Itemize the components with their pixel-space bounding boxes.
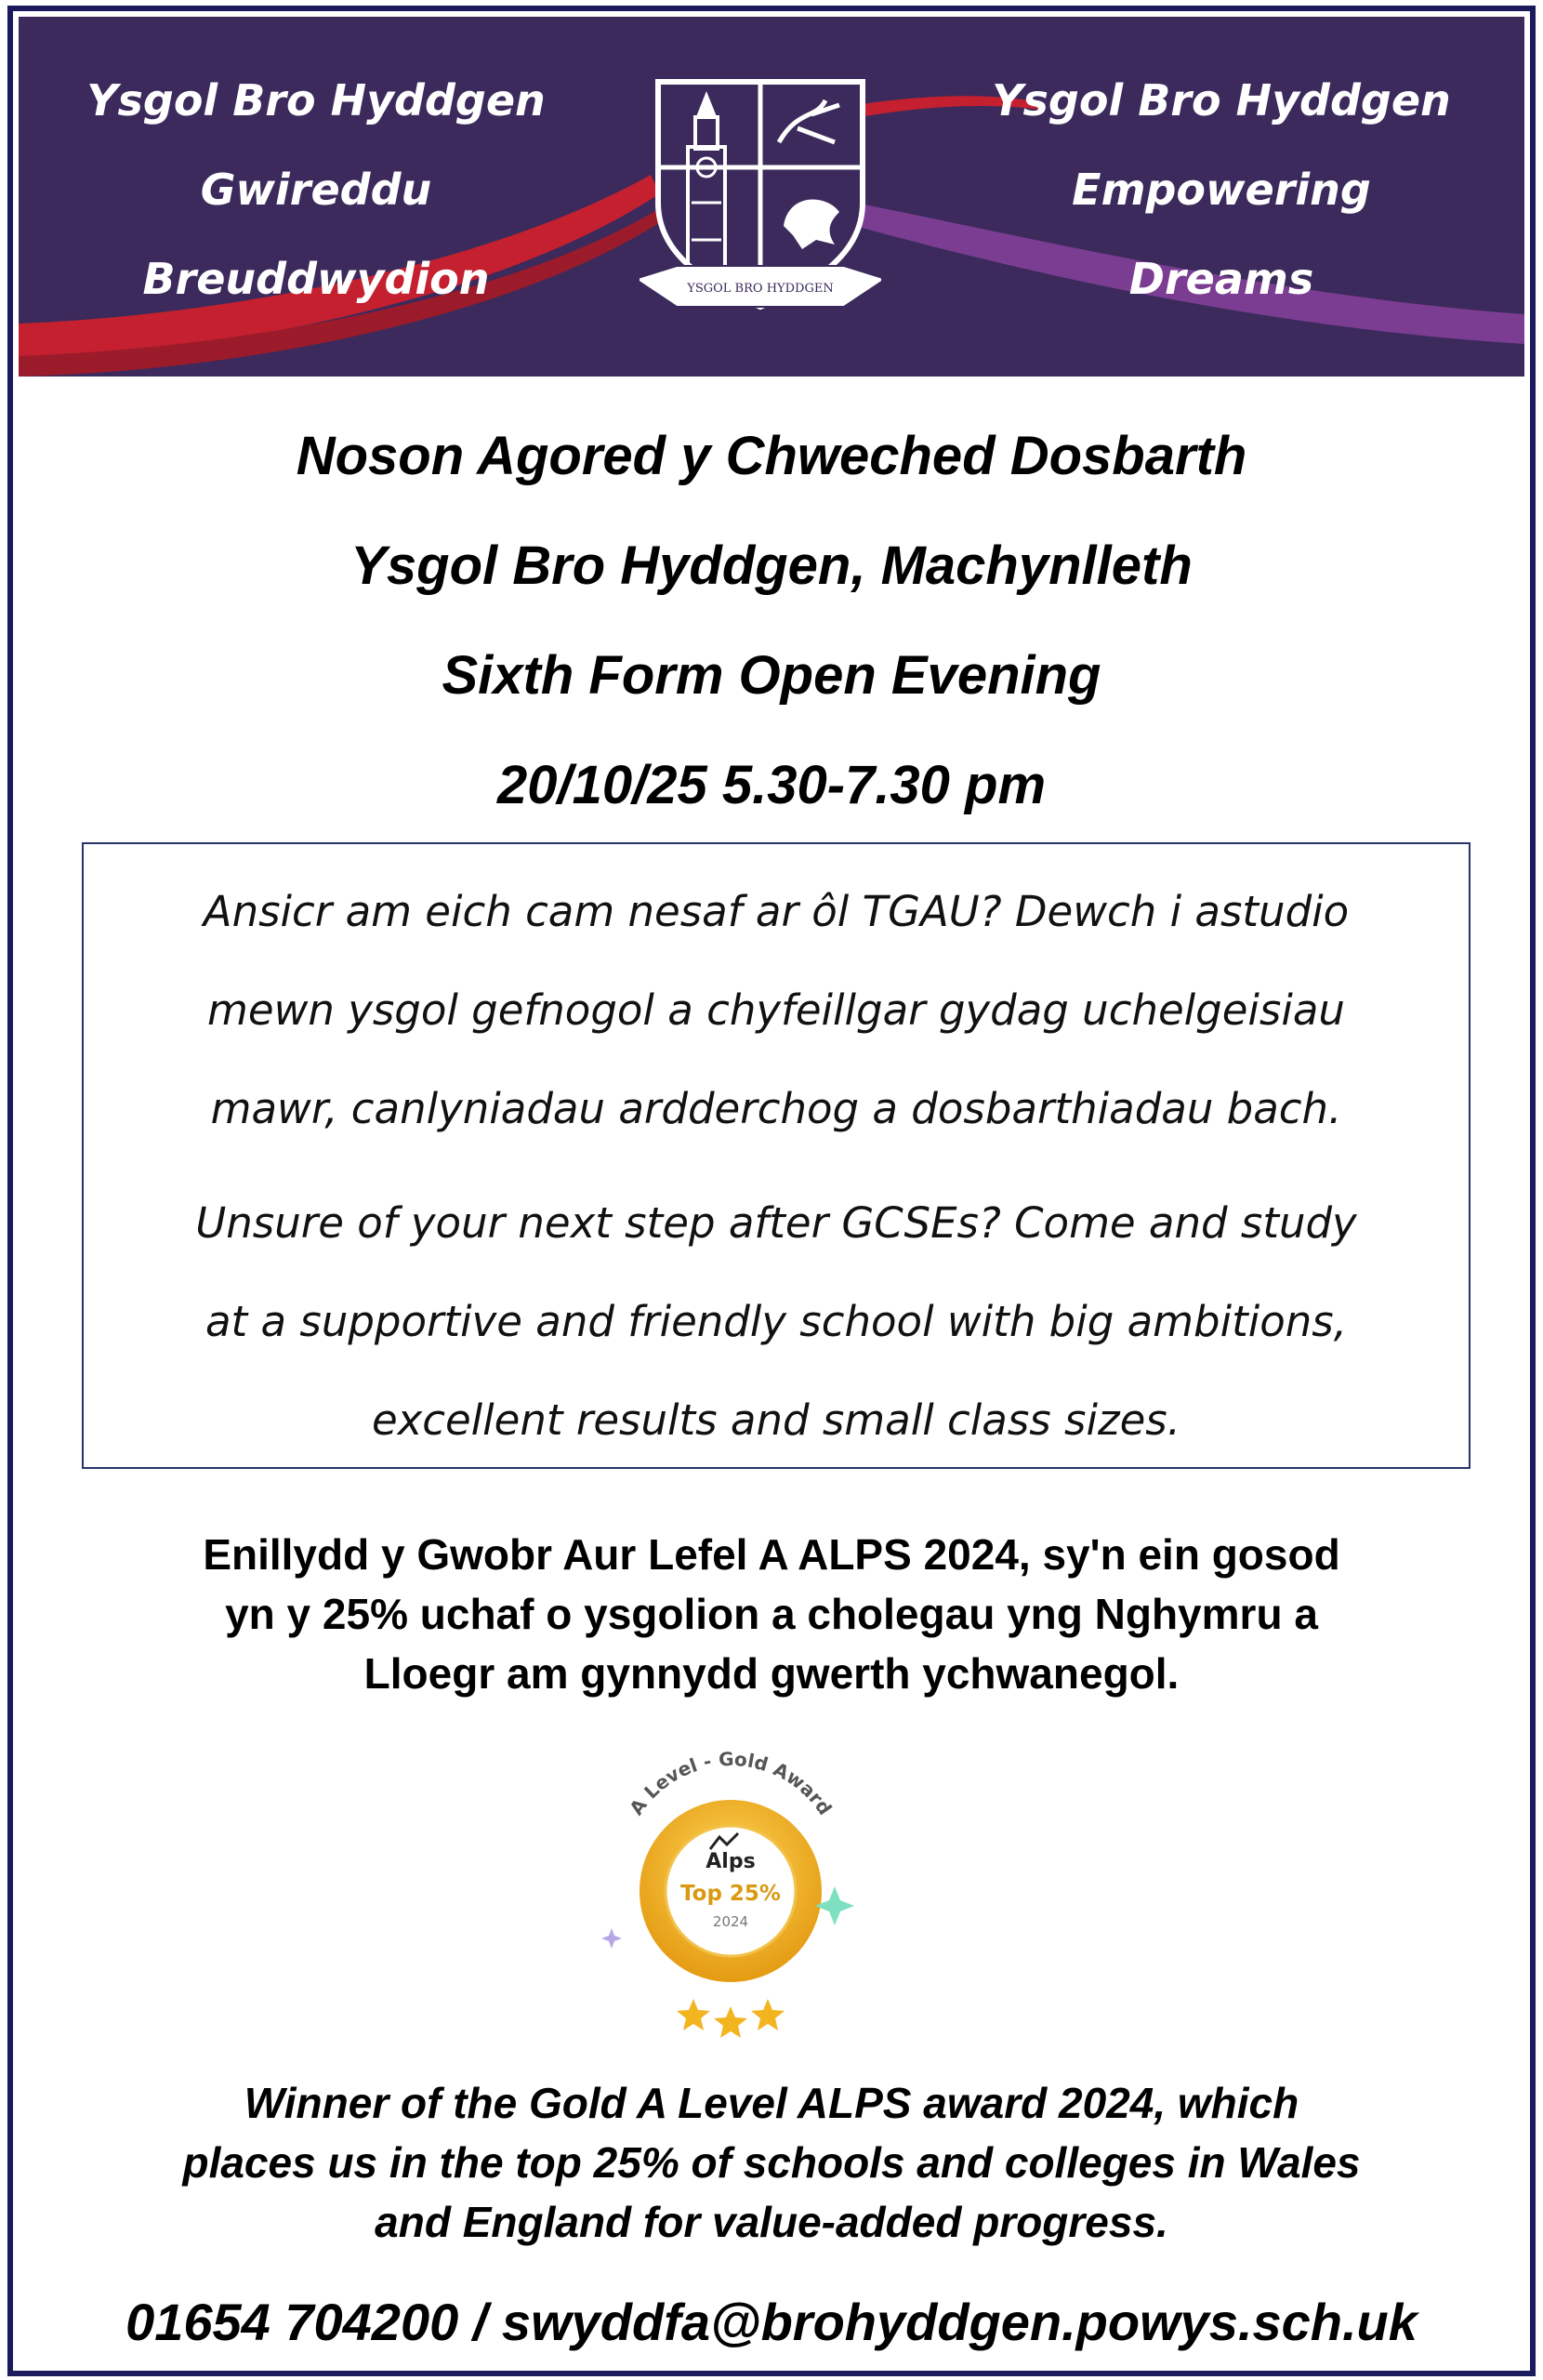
intro-line: Unsure of your next step after GCSEs? Come and study bbox=[195, 1198, 1357, 1248]
badge-rank: Top 25% bbox=[680, 1882, 781, 1906]
banner-right-line: Empowering bbox=[1072, 165, 1371, 215]
intro-text-box bbox=[82, 842, 1470, 1469]
award-line: Enillydd y Gwobr Aur Lefel A ALPS 2024, sy'n ein gosod bbox=[203, 1530, 1340, 1579]
intro-line: mewn ysgol gefnogol a chyfeillgar gydag uchelgeisiau bbox=[207, 985, 1345, 1035]
heading-welsh-event: Noson Agored y Chweched Dosbarth bbox=[296, 426, 1247, 486]
intro-line: excellent results and small class sizes. bbox=[371, 1395, 1181, 1445]
star-icon bbox=[714, 2006, 747, 2038]
award-line: Winner of the Gold A Level ALPS award 2024, which bbox=[244, 2079, 1299, 2127]
badge-arc-text: A Level - Gold Award bbox=[625, 1747, 837, 1819]
banner-left-line: Ysgol Bro Hyddgen bbox=[86, 75, 546, 126]
intro-welsh-paragraph bbox=[84, 863, 1469, 1158]
intro-line: mawr, canlyniadau ardderchog a dosbarthiadau bach. bbox=[210, 1084, 1342, 1133]
intro-line: at a supportive and friendly school with big ambitions, bbox=[204, 1297, 1348, 1346]
heading-school-location: Ysgol Bro Hyddgen, Machynlleth bbox=[350, 536, 1193, 596]
award-line: Lloegr am gynnydd gwerth ychwanegol. bbox=[363, 1649, 1180, 1698]
banner-motto-english bbox=[961, 56, 1482, 324]
school-banner bbox=[19, 17, 1524, 377]
banner-motto-welsh bbox=[56, 56, 576, 324]
school-crest-logo bbox=[640, 63, 881, 314]
badge-brand: Alps bbox=[706, 1850, 756, 1873]
event-headings bbox=[13, 402, 1530, 840]
star-icon bbox=[677, 1999, 710, 2030]
award-line: yn y 25% uchaf o ysgolion a cholegau yng Nghymru a bbox=[225, 1590, 1318, 1638]
heading-date-time: 20/10/25 5.30-7.30 pm bbox=[496, 755, 1047, 815]
star-icon bbox=[751, 1999, 785, 2030]
contact-details: 01654 704200 / swyddfa@brohyddgen.powys.sch.uk bbox=[125, 2293, 1418, 2351]
award-english-paragraph bbox=[13, 2073, 1530, 2252]
banner-left-line: Breuddwydion bbox=[142, 254, 490, 304]
banner-right-line: Ysgol Bro Hyddgen bbox=[992, 75, 1451, 126]
heading-english-event: Sixth Form Open Evening bbox=[442, 645, 1101, 706]
award-welsh-paragraph bbox=[13, 1525, 1530, 1703]
award-line: places us in the top 25% of schools and colleges in Wales bbox=[182, 2138, 1361, 2187]
badge-year: 2024 bbox=[712, 1913, 749, 1930]
poster bbox=[7, 6, 1536, 2376]
crest-scroll-text: YSGOL BRO HYDDGEN bbox=[687, 282, 834, 296]
banner-left-line: Gwireddu bbox=[200, 165, 432, 215]
intro-line: Ansicr am eich cam nesaf ar ôl TGAU? Dewch i astudio bbox=[203, 887, 1350, 936]
intro-english-paragraph bbox=[84, 1174, 1469, 1470]
sparkle-icon bbox=[601, 1928, 622, 1949]
badge-stars bbox=[677, 1999, 785, 2038]
award-line: and England for value-added progress. bbox=[375, 2198, 1168, 2246]
banner-right-line: Dreams bbox=[1128, 254, 1314, 304]
alps-gold-award-badge bbox=[591, 1742, 870, 2040]
